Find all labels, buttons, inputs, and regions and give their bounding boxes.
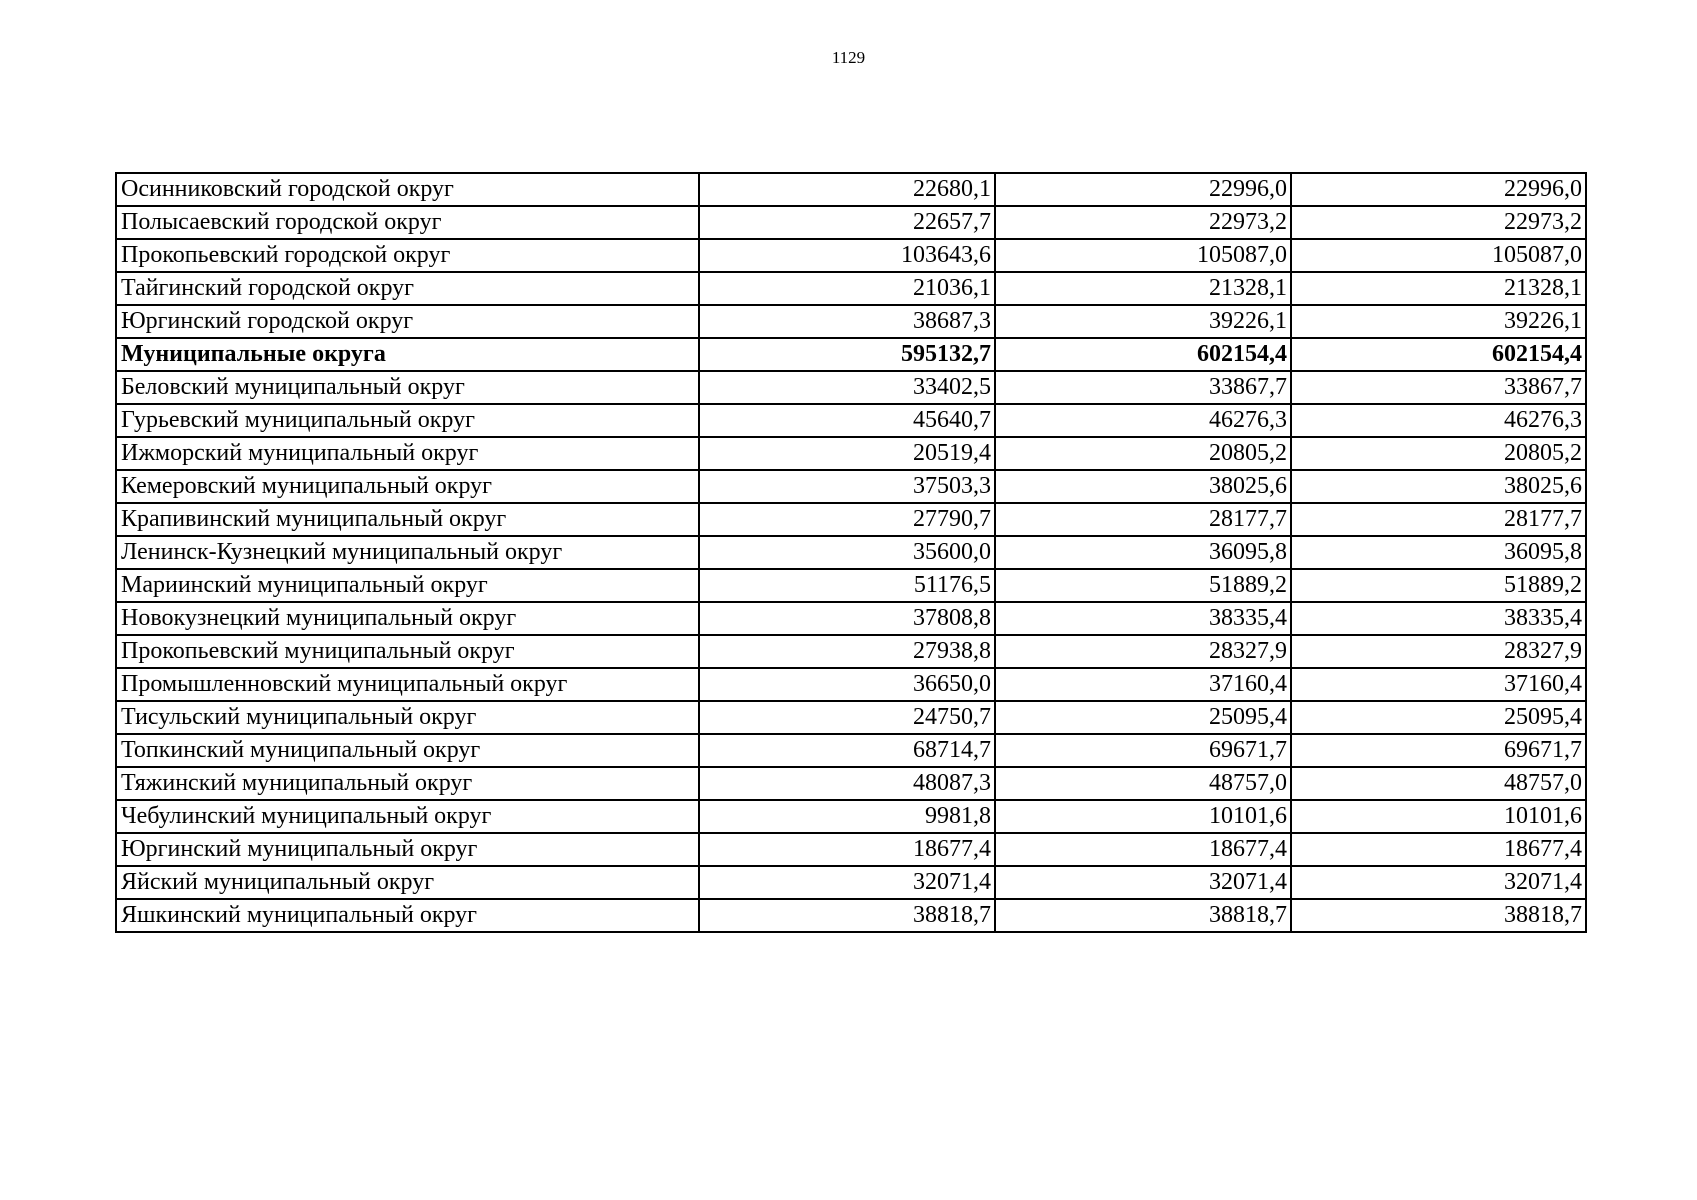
value-cell-3: 28177,7 xyxy=(1291,503,1586,536)
row-name-cell: Мариинский муниципальный округ xyxy=(116,569,699,602)
value-cell-3: 28327,9 xyxy=(1291,635,1586,668)
value-cell-1: 48087,3 xyxy=(699,767,995,800)
table-row xyxy=(116,503,1586,536)
value-cell-3: 602154,4 xyxy=(1291,338,1586,371)
value-cell-2: 51889,2 xyxy=(995,569,1291,602)
table-row xyxy=(116,536,1586,569)
table-row xyxy=(116,866,1586,899)
row-name-cell: Промышленновский муниципальный округ xyxy=(116,668,699,701)
table-row xyxy=(116,206,1586,239)
row-name-cell: Муниципальные округа xyxy=(116,338,699,371)
value-cell-2: 105087,0 xyxy=(995,239,1291,272)
table-row xyxy=(116,239,1586,272)
row-name-cell: Прокопьевский городской округ xyxy=(116,239,699,272)
row-name-cell: Ижморский муниципальный округ xyxy=(116,437,699,470)
row-name-cell: Тяжинский муниципальный округ xyxy=(116,767,699,800)
value-cell-1: 22657,7 xyxy=(699,206,995,239)
value-cell-3: 38818,7 xyxy=(1291,899,1586,932)
value-cell-1: 33402,5 xyxy=(699,371,995,404)
table-row xyxy=(116,833,1586,866)
row-name-cell: Полысаевский городской округ xyxy=(116,206,699,239)
value-cell-2: 32071,4 xyxy=(995,866,1291,899)
value-cell-2: 39226,1 xyxy=(995,305,1291,338)
value-cell-1: 37808,8 xyxy=(699,602,995,635)
value-cell-2: 37160,4 xyxy=(995,668,1291,701)
row-name-cell: Юргинский городской округ xyxy=(116,305,699,338)
value-cell-1: 22680,1 xyxy=(699,173,995,206)
value-cell-3: 10101,6 xyxy=(1291,800,1586,833)
row-name-cell: Чебулинский муниципальный округ xyxy=(116,800,699,833)
table-row xyxy=(116,404,1586,437)
value-cell-1: 32071,4 xyxy=(699,866,995,899)
page-number: 1129 xyxy=(831,48,866,67)
value-cell-2: 22973,2 xyxy=(995,206,1291,239)
table-row xyxy=(116,173,1586,206)
table-body xyxy=(116,173,1586,932)
value-cell-2: 10101,6 xyxy=(995,800,1291,833)
value-cell-3: 36095,8 xyxy=(1291,536,1586,569)
row-name-cell: Крапивинский муниципальный округ xyxy=(116,503,699,536)
budget-table xyxy=(115,172,1587,933)
row-name-cell: Новокузнецкий муниципальный округ xyxy=(116,602,699,635)
subtotal-row xyxy=(116,338,1586,371)
row-name-cell: Топкинский муниципальный округ xyxy=(116,734,699,767)
value-cell-1: 38687,3 xyxy=(699,305,995,338)
table-row xyxy=(116,767,1586,800)
value-cell-2: 48757,0 xyxy=(995,767,1291,800)
table-row xyxy=(116,470,1586,503)
row-name-cell: Яшкинский муниципальный округ xyxy=(116,899,699,932)
value-cell-1: 68714,7 xyxy=(699,734,995,767)
row-name-cell: Прокопьевский муниципальный округ xyxy=(116,635,699,668)
value-cell-2: 602154,4 xyxy=(995,338,1291,371)
value-cell-2: 38335,4 xyxy=(995,602,1291,635)
value-cell-3: 21328,1 xyxy=(1291,272,1586,305)
value-cell-1: 27938,8 xyxy=(699,635,995,668)
value-cell-3: 25095,4 xyxy=(1291,701,1586,734)
row-name-cell: Яйский муниципальный округ xyxy=(116,866,699,899)
value-cell-3: 46276,3 xyxy=(1291,404,1586,437)
value-cell-2: 36095,8 xyxy=(995,536,1291,569)
value-cell-3: 39226,1 xyxy=(1291,305,1586,338)
value-cell-1: 37503,3 xyxy=(699,470,995,503)
table-row xyxy=(116,899,1586,932)
value-cell-2: 21328,1 xyxy=(995,272,1291,305)
table-row xyxy=(116,668,1586,701)
table-row xyxy=(116,602,1586,635)
value-cell-2: 28327,9 xyxy=(995,635,1291,668)
table-row xyxy=(116,437,1586,470)
value-cell-1: 9981,8 xyxy=(699,800,995,833)
value-cell-2: 46276,3 xyxy=(995,404,1291,437)
table-row xyxy=(116,701,1586,734)
value-cell-1: 18677,4 xyxy=(699,833,995,866)
value-cell-2: 28177,7 xyxy=(995,503,1291,536)
value-cell-3: 37160,4 xyxy=(1291,668,1586,701)
value-cell-2: 33867,7 xyxy=(995,371,1291,404)
value-cell-1: 45640,7 xyxy=(699,404,995,437)
row-name-cell: Юргинский муниципальный округ xyxy=(116,833,699,866)
table-row xyxy=(116,305,1586,338)
value-cell-2: 20805,2 xyxy=(995,437,1291,470)
value-cell-3: 22996,0 xyxy=(1291,173,1586,206)
value-cell-2: 69671,7 xyxy=(995,734,1291,767)
value-cell-3: 33867,7 xyxy=(1291,371,1586,404)
value-cell-3: 22973,2 xyxy=(1291,206,1586,239)
table-row xyxy=(116,371,1586,404)
value-cell-2: 38025,6 xyxy=(995,470,1291,503)
table-row xyxy=(116,272,1586,305)
row-name-cell: Гурьевский муниципальный округ xyxy=(116,404,699,437)
value-cell-2: 18677,4 xyxy=(995,833,1291,866)
row-name-cell: Тисульский муниципальный округ xyxy=(116,701,699,734)
value-cell-3: 18677,4 xyxy=(1291,833,1586,866)
value-cell-3: 32071,4 xyxy=(1291,866,1586,899)
table-row xyxy=(116,635,1586,668)
value-cell-1: 27790,7 xyxy=(699,503,995,536)
value-cell-2: 22996,0 xyxy=(995,173,1291,206)
value-cell-3: 48757,0 xyxy=(1291,767,1586,800)
value-cell-3: 105087,0 xyxy=(1291,239,1586,272)
row-name-cell: Ленинск-Кузнецкий муниципальный округ xyxy=(116,536,699,569)
value-cell-1: 595132,7 xyxy=(699,338,995,371)
value-cell-2: 25095,4 xyxy=(995,701,1291,734)
row-name-cell: Беловский муниципальный округ xyxy=(116,371,699,404)
value-cell-1: 35600,0 xyxy=(699,536,995,569)
table-row xyxy=(116,734,1586,767)
value-cell-1: 20519,4 xyxy=(699,437,995,470)
value-cell-1: 21036,1 xyxy=(699,272,995,305)
row-name-cell: Осинниковский городской округ xyxy=(116,173,699,206)
value-cell-3: 51889,2 xyxy=(1291,569,1586,602)
value-cell-2: 38818,7 xyxy=(995,899,1291,932)
value-cell-3: 38335,4 xyxy=(1291,602,1586,635)
value-cell-1: 38818,7 xyxy=(699,899,995,932)
row-name-cell: Тайгинский городской округ xyxy=(116,272,699,305)
value-cell-3: 69671,7 xyxy=(1291,734,1586,767)
table-row xyxy=(116,800,1586,833)
value-cell-1: 36650,0 xyxy=(699,668,995,701)
value-cell-3: 38025,6 xyxy=(1291,470,1586,503)
value-cell-1: 51176,5 xyxy=(699,569,995,602)
row-name-cell: Кемеровский муниципальный округ xyxy=(116,470,699,503)
value-cell-1: 24750,7 xyxy=(699,701,995,734)
table-row xyxy=(116,569,1586,602)
value-cell-3: 20805,2 xyxy=(1291,437,1586,470)
value-cell-1: 103643,6 xyxy=(699,239,995,272)
